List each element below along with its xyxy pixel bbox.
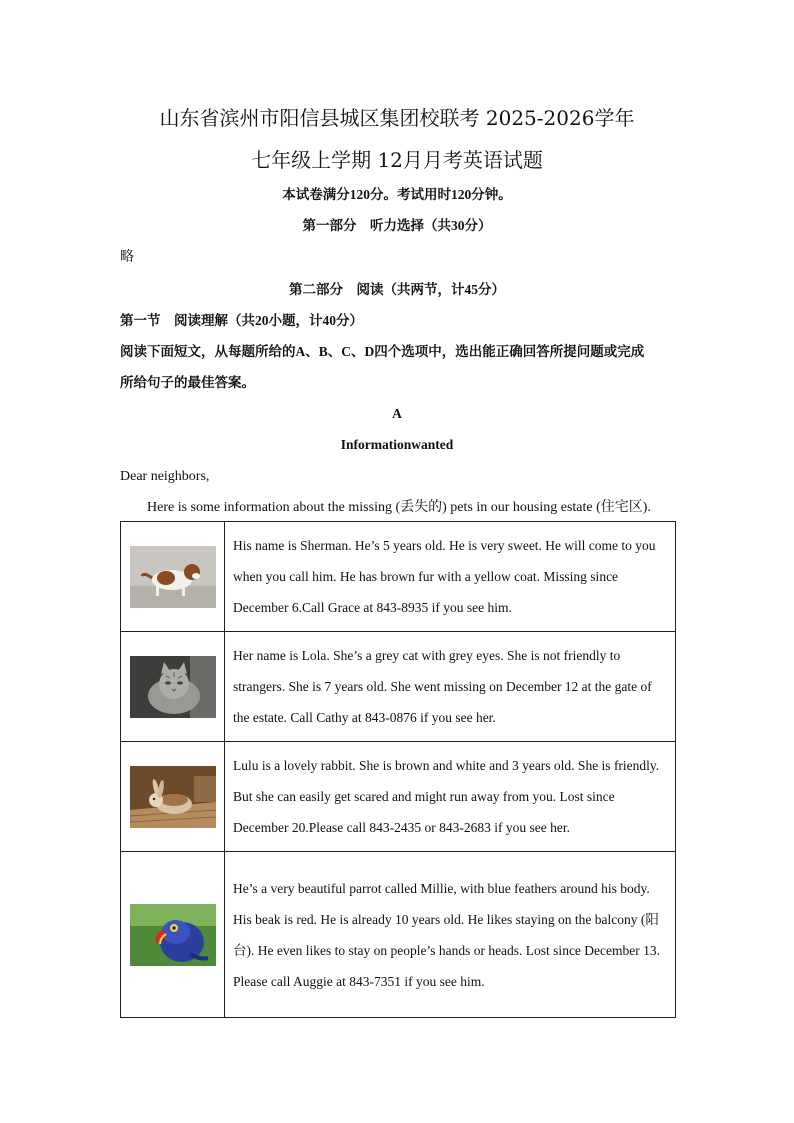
pet-description: Lulu is a lovely rabbit. She is brown and white and 3 years old. She is friendly. But she can easily get scared and might run away from you. Lost since December 20.Please call 843-2435 or 843-2683 if you see her. [225, 742, 676, 852]
table-row [121, 742, 676, 852]
intro-line: Here is some information about the missing (丢失的) pets in our housing estate (住宅区). [147, 500, 651, 515]
passage-label: A [392, 406, 402, 421]
table-row [121, 522, 676, 632]
passage-title: Informationwanted [340, 437, 454, 452]
exam-title-line1: 山东省滨州市阳信县城区集团校联考 2025-2026学年 [159, 106, 635, 130]
table-row [121, 632, 676, 742]
pet-description: He’s a very beautiful parrot called Millie, with blue feathers around his body. His beak is red. He is already 10 years old. He likes staying on the balcony (阳台). He even likes to stay on people’s hands or heads. Lost since December 13. [233, 880, 661, 958]
pet-contact: Please call Auggie at 843-7351 if you see him. [233, 973, 485, 989]
missing-pets-table [120, 521, 676, 1018]
parrot-photo-icon [130, 904, 216, 966]
part1-heading: 第一部分 听力选择（共30分） [302, 218, 492, 233]
cat-photo-icon [130, 656, 216, 718]
section1-heading: 第一节 阅读理解（共20小题，计40分） [120, 313, 363, 328]
instruction-line1: 阅读下面短文，从每题所给的A、B、C、D四个选项中，选出能正确回答所提问题或完成 [120, 344, 645, 359]
exam-info: 本试卷满分120分。考试用时120分钟。 [282, 187, 512, 202]
instruction-line2: 所给句子的最佳答案。 [120, 375, 255, 390]
greeting: Dear neighbors, [120, 469, 210, 484]
table-row [121, 852, 676, 1018]
exam-title-line2: 七年级上学期 12月月考英语试题 [251, 148, 543, 172]
part2-heading: 第二部分 阅读（共两节，计45分） [289, 282, 505, 297]
pet-description: His name is Sherman. He’s 5 years old. He is very sweet. He will come to you when you call him. He has brown fur with a yellow coat. Missing since December 6.Call Grace at 843-8935 if you see him. [225, 522, 676, 632]
rabbit-photo-icon [130, 766, 216, 828]
dog-photo-icon [130, 546, 216, 608]
pet-description: Her name is Lola. She’s a grey cat with grey eyes. She is not friendly to strangers. She is 7 years old. She went missing on December 12 at the gate of the estate. Call Cathy at 843-0876 if you see her. [225, 632, 676, 742]
part1-note: 略 [120, 250, 134, 265]
